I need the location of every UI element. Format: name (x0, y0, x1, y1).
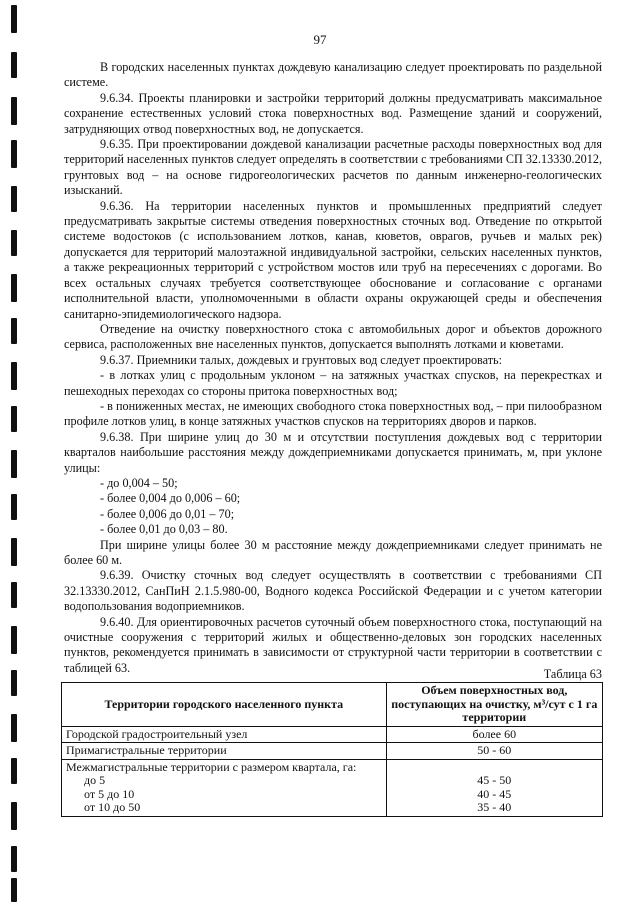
list-item: - более 0,006 до 0,01 – 70; (100, 506, 235, 521)
table-63 (61, 682, 603, 817)
table-row (62, 726, 603, 743)
paragraph: 9.6.37. Приемники талых, дождевых и грунтовых вод следует проектировать: (100, 352, 502, 367)
binding-mark (11, 52, 17, 78)
paragraph: 9.6.38. При ширине улиц до 30 м и отсутствии поступления дождевых вод с территории кварталов наибольшие расстояния между дождеприемниками допускается принимать, м, при уклоне улицы: (64, 429, 602, 475)
list-item: - в лотках улиц с продольным уклоном – на затяжных участках спусков, на перекрестках и пешеходных переходах со стороны притока поверхностных вод; (64, 368, 602, 398)
table-subvalue: 40 - 45 (477, 786, 512, 801)
binding-mark (11, 450, 17, 478)
binding-mark (11, 582, 17, 608)
list-item: - до 0,004 – 50; (100, 475, 178, 490)
document-body (64, 60, 602, 676)
binding-mark (11, 626, 17, 654)
paragraph: В городских населенных пунктах дождевую канализацию следует проектировать по раздельной системе. (64, 60, 602, 90)
list-item: - более 0,01 до 0,03 – 80. (100, 522, 228, 537)
page-number: 97 (313, 32, 327, 47)
table-row (62, 743, 603, 760)
binding-mark (11, 318, 17, 344)
binding-mark (11, 5, 17, 33)
binding-mark (11, 274, 17, 302)
table-subvalue: 35 - 40 (477, 800, 512, 814)
paragraph: 9.6.40. Для ориентировочных расчетов суточный объем поверхностного стока, поступающий на очистные сооружения с территорий жилых и общественно-деловых зон городских населенных пунктов, рекомендуется принимать в зависимости от структурной части территории в соответствии с таблицей 63. (64, 614, 602, 675)
binding-mark (11, 878, 17, 902)
table-cell-volume: 50 - 60 (386, 743, 602, 760)
table-cell-territory-group (62, 759, 387, 816)
table-subitem: от 5 до 10 (84, 786, 135, 801)
binding-mark (11, 758, 17, 784)
list-item: - более 0,004 до 0,006 – 60; (100, 491, 241, 506)
table-group-title: Межмагистральные территории с размером квартала, га: (66, 759, 357, 774)
table-header-territory: Территории городского населенного пункта (62, 683, 387, 727)
binding-mark (11, 230, 17, 256)
binding-mark (11, 362, 17, 390)
paragraph: 9.6.39. Очистку сточных вод следует осуществлять в соответствии с требованиями СП 32.13330.2012, СанПиН 2.1.5.980-00, Водного кодекса Российской Федерации и с учетом категории водопользования водоприемников. (64, 568, 602, 614)
table-cell-volume: более 60 (386, 726, 602, 743)
binding-mark (11, 97, 17, 125)
paragraph: 9.6.34. Проекты планировки и застройки территорий должны предусматривать максимальное сохранение естественных условий стока поверхностных вод. Размещение зданий и сооружений, затрудняющих отвод поверхностных вод, не допускается. (64, 90, 602, 136)
table-cell-territory: Примагистральные территории (62, 743, 387, 760)
table-cell-volume-group (386, 759, 602, 816)
binding-strip (0, 0, 28, 905)
binding-mark (11, 846, 17, 872)
list-item: - в пониженных местах, не имеющих свободного стока поверхностных вод, – при пилообразном профиле лотков улиц, в конце затяжных участков спусков на территориях дворов и парков. (64, 398, 602, 429)
table-subvalue: 45 - 50 (477, 773, 512, 787)
paragraph: 9.6.35. При проектировании дождевой канализации расчетные расходы поверхностных вод для территорий населенных пунктов следует определять в соответствии с требованиями СП 32.13330.2012, грунтовых вод – на основе гидрогеологических расчетов по данным инженерно-геологических изысканий. (64, 137, 602, 198)
paragraph: 9.6.36. На территории населенных пунктов и промышленных предприятий следует предусматривать закрытые системы отведения поверхностных сточных вод. Отведение по открытой системе водостоков (с использованием лотков, канав, кюветов, оврагов, ручьев и малых рек) допускается для территорий малоэтажной индивидуальной застройки, сельских населенных пунктов, а также рекреационных территорий с устройством мостов или труб на пересечениях с дорогами. Во всех остальных случаях требуется соответствующее обоснование и согласование с органами исполнительной власти, уполномоченными в области охраны окружающей среды и обеспечения санитарно-эпидемиологического надзора. (64, 198, 602, 321)
table-caption: Таблица 63 (543, 667, 602, 681)
binding-mark (11, 670, 17, 696)
paragraph: При ширине улицы более 30 м расстояние между дождеприемниками следует принимать не более 60 м. (64, 537, 602, 567)
table-row-group (62, 759, 603, 816)
binding-mark (11, 406, 17, 432)
binding-mark (11, 714, 17, 742)
paragraph: Отведение на очистку поверхностного стока с автомобильных дорог и объектов дорожного сервиса, расположенных вне населенных пунктов, допускается выполнять лотками и кюветами. (64, 321, 602, 352)
binding-mark (11, 802, 17, 830)
binding-mark (11, 538, 17, 566)
table-header-volume: Объем поверхностных вод, поступающих на очистку, м³/сут с 1 га территории (386, 683, 602, 727)
binding-mark (11, 186, 17, 212)
table-header-row (62, 683, 603, 727)
table-subitem: до 5 (84, 773, 106, 787)
binding-mark (11, 494, 17, 520)
binding-mark (11, 140, 17, 168)
table-cell-territory: Городской градостроительный узел (62, 726, 387, 743)
table-subitem: от 10 до 50 (84, 800, 141, 814)
